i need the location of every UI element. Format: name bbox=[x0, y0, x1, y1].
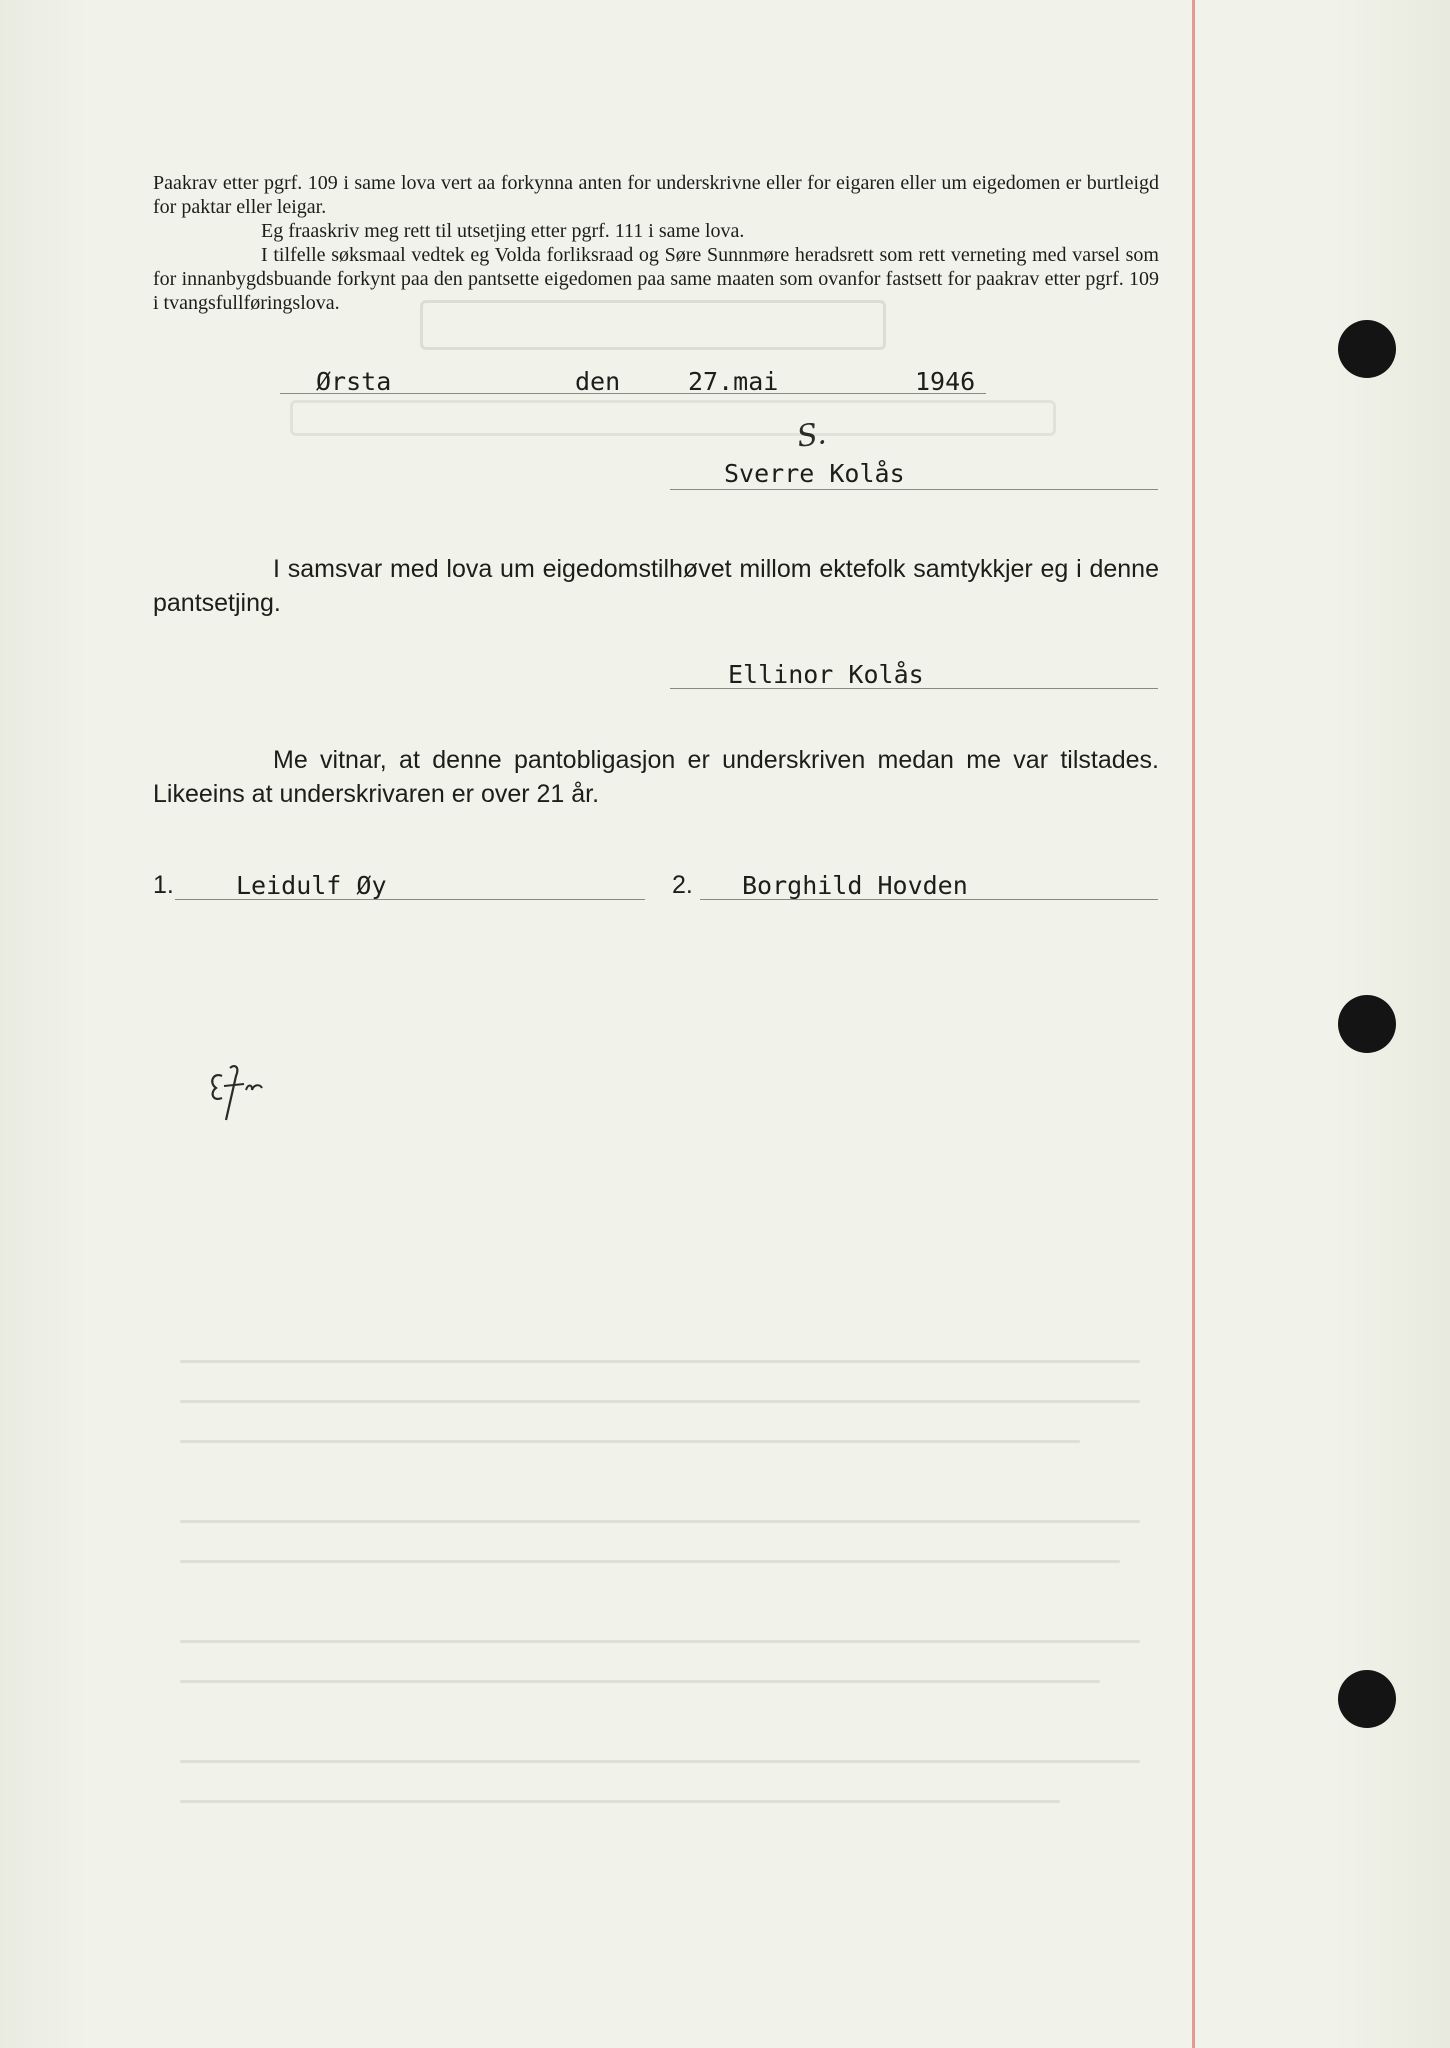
bleed-through-line bbox=[180, 1800, 1060, 1803]
bleed-through-line bbox=[180, 1520, 1140, 1523]
witness-1-number: 1. bbox=[153, 871, 174, 899]
year-value: 1946 bbox=[915, 367, 976, 396]
paragraph-utsetjing: Eg fraaskriv meg rett til utsetjing etter pgrf. 111 i same lova. bbox=[261, 220, 745, 242]
bleed-through-line bbox=[180, 1680, 1100, 1683]
punch-hole bbox=[1338, 995, 1396, 1053]
date-value: 27.mai bbox=[688, 367, 779, 396]
red-margin-line bbox=[1192, 0, 1195, 2048]
bleed-through-line bbox=[180, 1400, 1140, 1403]
bleed-through-line bbox=[180, 1440, 1080, 1443]
bleed-through-subheading bbox=[290, 400, 1056, 436]
paragraph-paakrav: Paakrav etter pgrf. 109 i same lova vert aa forkynna anten for underskrivne eller for eigaren eller um eigedomen er burtleigd for paktar eller leigar. bbox=[153, 172, 1159, 218]
signer-name: Sverre Kolås bbox=[724, 459, 905, 488]
paragraph-soksmaal: I tilfelle søksmaal vedtek eg Volda forliksraad og Søre Sunnmøre heradsrett som rett verneting med varsel som for innanbygdsbuande forkynt paa den pantsette eigedomen paa same maaten som ovanfor fastsett for paakrav etter pgrf. 109 i tvangsfullføringslova. bbox=[153, 244, 1159, 314]
handwritten-initials: S. bbox=[794, 416, 829, 455]
spouse-name: Ellinor Kolås bbox=[728, 660, 924, 689]
bleed-through-line bbox=[180, 1760, 1140, 1763]
witness-2-line bbox=[700, 899, 1158, 900]
witness-2-name: Borghild Hovden bbox=[742, 871, 968, 900]
place-name: Ørsta bbox=[316, 367, 392, 396]
date-underline bbox=[280, 393, 986, 394]
bleed-through-line bbox=[180, 1560, 1120, 1563]
bleed-through-line bbox=[180, 1640, 1140, 1643]
den-label: den bbox=[575, 367, 621, 396]
witness-1-name: Leidulf Øy bbox=[236, 871, 387, 900]
spouse-signature-line bbox=[670, 688, 1158, 689]
handwritten-mark bbox=[200, 1046, 280, 1126]
punch-hole bbox=[1338, 1670, 1396, 1728]
bleed-through-line bbox=[180, 1360, 1140, 1363]
witness-statement: Me vitnar, at denne pantobligasjon er underskriven medan me var tilstades. Likeeins at underskrivaren er over 21 år. bbox=[153, 746, 1159, 808]
witness-1-line bbox=[175, 899, 645, 900]
spouse-consent-text: I samsvar med lova um eigedomstilhøvet millom ektefolk samtykkjer eg i denne pantsetjing. bbox=[153, 555, 1159, 617]
punch-hole bbox=[1338, 320, 1396, 378]
witness-2-number: 2. bbox=[672, 871, 693, 899]
signature-line bbox=[670, 489, 1158, 490]
